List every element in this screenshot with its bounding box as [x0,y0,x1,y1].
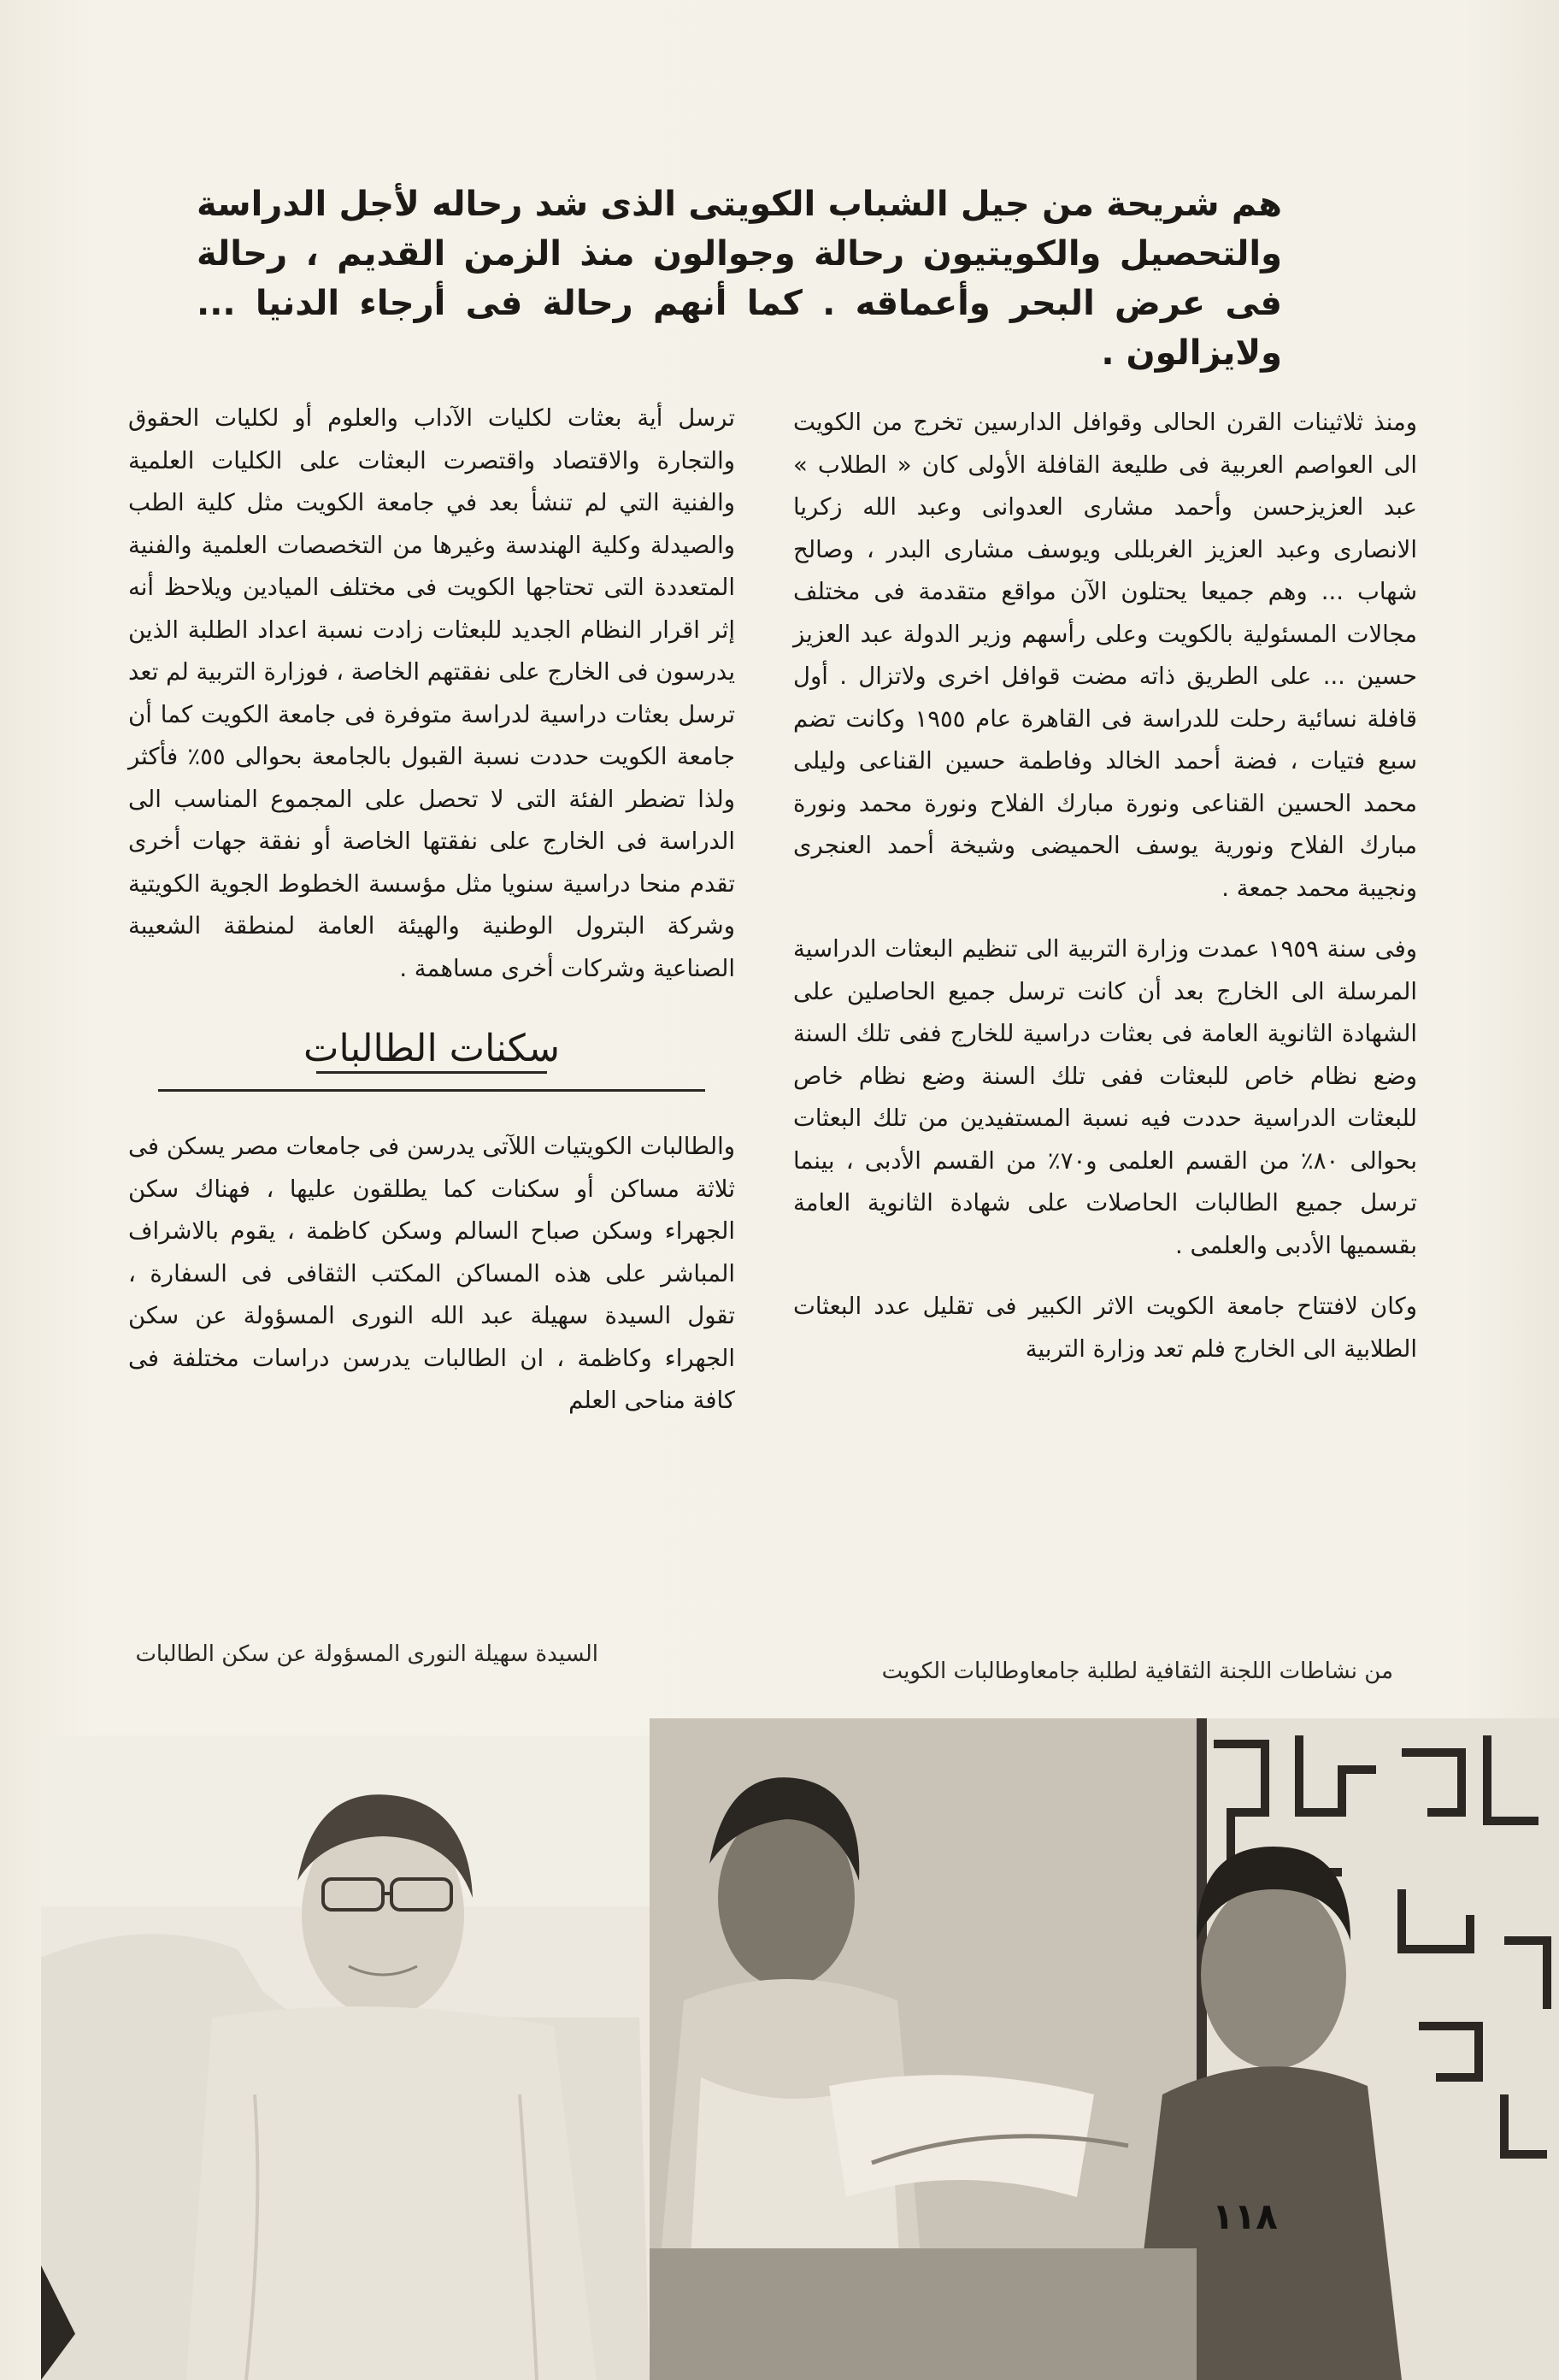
left-column-paragraph-1: ترسل أية بعثات لكليات الآداب والعلوم أو لكليات الحقوق والتجارة والاقتصاد واقتصرت البعثات على الكليات العلمية والفنية التي لم تنشأ بعد في جامعة الكويت مثل كلية الطب والصيدلة وكلية الهندسة وغيرها من التخصصات العلمية والفنية المتعددة التى تحتاجها الكويت فى مختلف الميادين ويلاحظ أنه إثر اقرار النظام الجديد للبعثات زادت نسبة اعداد الطلبة الذين يدرسون فى الخارج على نفقتهم الخاصة ، فوزارة التربية لم تعد ترسل بعثات دراسية لدراسة متوفرة فى جامعة الكويت كما أن جامعة الكويت حددت نسبة القبول بالجامعة بحوالى ٥٥٪ فأكثر ولذا تضطر الفئة التى لا تحصل على المجموع المناسب الى الدراسة فى الخارج على نفقتها الخاصة أو نفقة جهات أخرى تقدم منحا دراسية سنويا مثل مؤسسة الخطوط الجوية الكويتية وشركة البترول الوطنية والهيئة العامة لمنطقة الشعيبة الصناعية وشركات أخرى مساهمة . [128,404,735,982]
photo-caption-right: من نشاطات اللجنة الثقافية لطلبة جامعاوطالبات الكويت [881,1658,1393,1684]
section-divider [158,1089,705,1092]
page-number: ١١٨ [1212,2195,1278,2237]
intro-paragraph: هم شريحة من جيل الشباب الكويتى الذى شد رحاله لأجل الدراسة والتحصيل والكويتيون رحالة وجوالون منذ الزمن القديم ، رحالة فى عرض البحر وأعماقه . كما أنهم رحالة فى أرجاء الدنيا ... ولايزالون . [197,185,1282,373]
left-column-paragraph-2: والطالبات الكويتيات اللآتى يدرسن فى جامعات مصر يسكن فى ثلاثة مساكن أو سكنات كما يطلقون عليها ، فهناك سكن الجهراء وسكن صباح السالم وسكن كاظمة ، يقوم بالاشراف المباشر على هذه المساكن المكتب الثقافى فى السفارة ، تقول السيدة سهيلة عبد الله النورى المسؤولة عن سكن الجهراء وكاظمة ، ان الطالبات يدرسن دراسات مختلفة فى كافة مناحى العلم [128,1133,735,1414]
right-column [793,402,1417,1389]
section-heading: سكنات الطالبات [128,1019,735,1079]
right-column-paragraph-1: ومنذ ثلاثينات القرن الحالى وقوافل الدارسين تخرج من الكويت الى العواصم العربية فى طليعة القافلة الأولى كان « الطلاب » عبد العزيزحسن وأحمد مشارى العدوانى وعبد الله زكريا الانصارى وعبد العزيز الغربللى ويوسف مشارى البدر ، وصالح شهاب ... وهم جميعا يحتلون الآن مواقع متقدمة فى مختلف مجالات المسئولية بالكويت وعلى رأسهم وزير الدولة عبد العزيز حسين ... على الطريق ذاته مضت قوافل اخرى ولاتزال . أول قافلة نسائية رحلت للدراسة فى القاهرة عام ١٩٥٥ وكانت تضم سبع فتيات ، فضة أحمد الخالد وفاطمة حسين القناعى وليلى محمد الحسين القناعى ونورة مبارك الفلاح ونورة محمد ونورة مبارك الفلاح ونورية يوسف الحميضى وشيخة أحمد العنجرى ونجيبة محمد جمعة . [793,409,1417,902]
right-column-paragraph-3: وكان لافتتاح جامعة الكويت الاثر الكبير فى تقليل عدد البعثات الطلابية الى الخارج فلم تعد وزارة التربية [793,1293,1417,1363]
photo-cultural-activity [650,1718,1559,2380]
right-column-paragraph-2: وفى سنة ١٩٥٩ عمدت وزارة التربية الى تنظيم البعثات الدراسية المرسلة الى الخارج بعد أن كانت ترسل جميع الحاصلين على الشهادة الثانوية العامة فى بعثات دراسية للخارج ففى تلك السنة وضع نظام خاص للبعثات ففى تلك السنة وضع نظام خاص للبعثات الدراسية حددت فيه نسبة المستفيدين من تلك البعثات بحوالى ٨٠٪ من القسم العلمى و٧٠٪ من القسم الأدبى ، بينما ترسل جميع الطالبات الحاصلات على شهادة الثانوية العامة بقسميها الأدبى والعلمى . [793,935,1417,1259]
left-column [128,398,735,1441]
photo-caption-left: السيدة سهيلة النورى المسؤولة عن سكن الطالبات [135,1641,598,1667]
photo-supervisor [41,1735,650,2380]
